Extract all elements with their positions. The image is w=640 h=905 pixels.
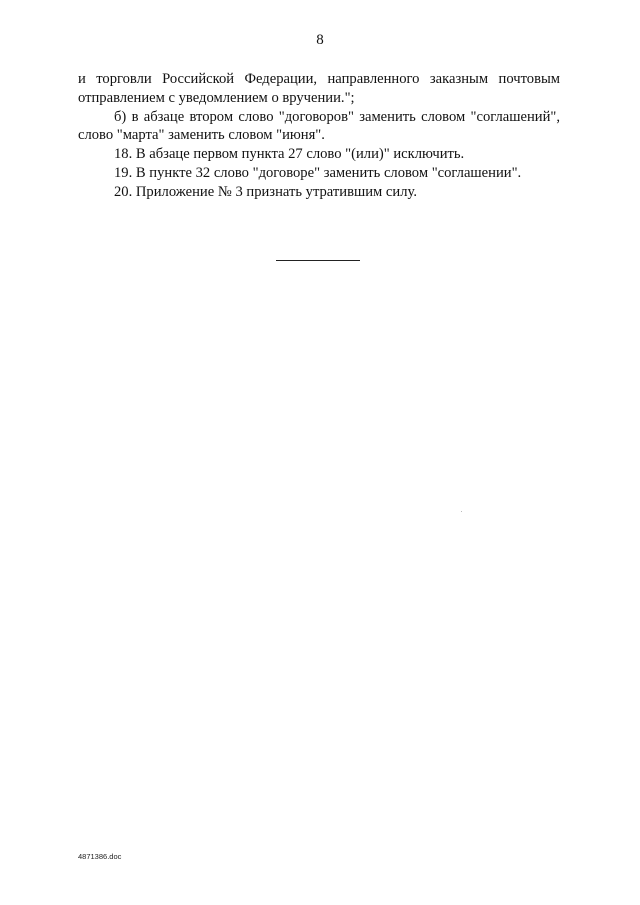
paragraph-item-19: 19. В пункте 32 слово "договоре" заменить словом "соглашении". — [114, 164, 522, 181]
paragraph-item-20: 20. Приложение № 3 признать утратившим силу. — [114, 183, 417, 200]
paragraph-line: отправлением с уведомлением о вручении."; — [78, 89, 355, 106]
footer-file-name: 4871386.doc — [78, 852, 122, 861]
paragraph-line: слово "марта" заменить словом "июня". — [78, 127, 325, 144]
document-body — [78, 70, 560, 202]
paragraph-subitem-b — [78, 108, 560, 146]
paragraph-item-18: 18. В абзаце первом пункта 27 слово "(или)" исключить. — [114, 146, 465, 163]
paragraph-continuation — [78, 70, 560, 108]
paragraph-line: б) в абзаце втором слово "договоров" заменить словом "соглашений", — [114, 108, 560, 125]
end-divider-line — [276, 260, 360, 261]
scan-speck — [461, 511, 462, 512]
paragraph-line: и торговли Российской Федерации, направленного заказным почтовым — [78, 71, 560, 87]
page-number: 8 — [316, 32, 324, 48]
